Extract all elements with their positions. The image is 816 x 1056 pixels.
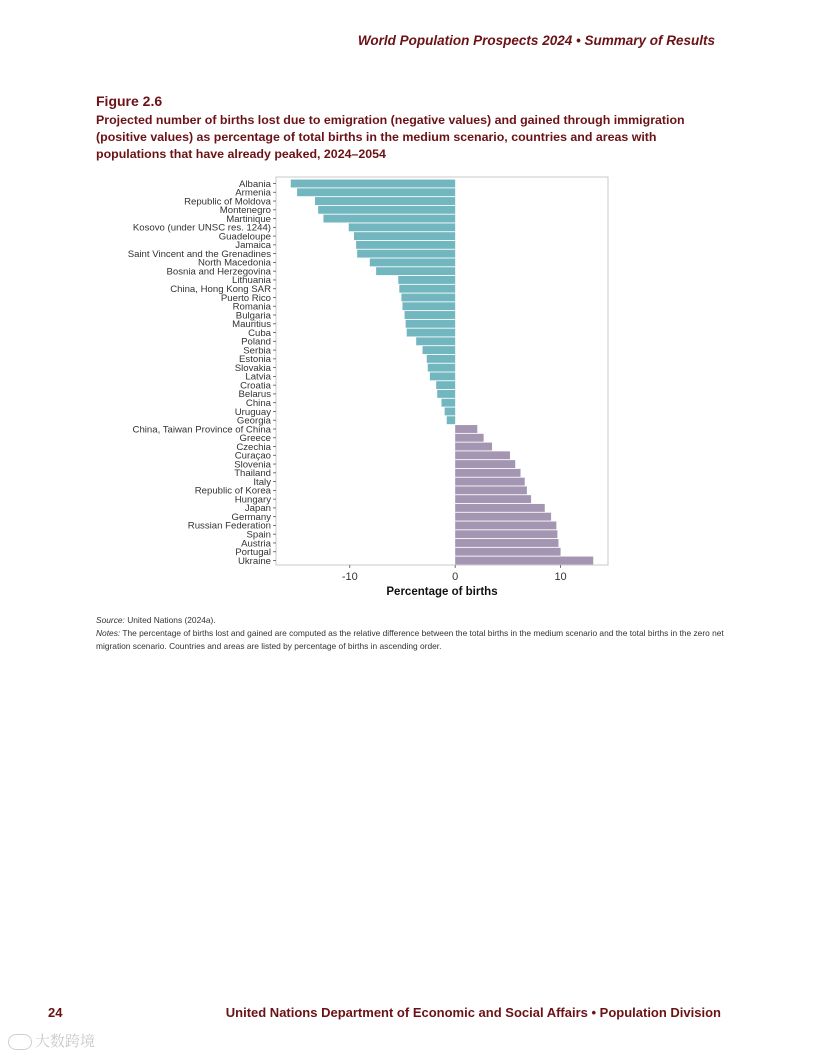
y-tick-label: Greece <box>239 433 271 445</box>
bar <box>455 495 531 503</box>
x-tick-label: 0 <box>452 571 459 583</box>
figure-caption: Projected number of births lost due to emigration (negative values) and gained through immigration (positive values) as percentage of total births in the medium scenario, countries and areas with populations that have already peaked, 2024–2054 <box>96 113 685 161</box>
bar <box>354 232 455 240</box>
y-tick-label: China, Taiwan Province of China <box>132 424 271 436</box>
bar <box>297 188 455 196</box>
y-tick-label: Croatia <box>240 380 271 392</box>
y-tick-label: Puerto Rico <box>220 292 271 304</box>
page-number: 24 <box>48 1005 63 1020</box>
y-tick-label: Lithuania <box>232 275 271 287</box>
y-tick-label: Saint Vincent and the Grenadines <box>127 248 271 260</box>
notes-label: Notes: <box>96 628 121 638</box>
y-tick-label: China, Hong Kong SAR <box>170 284 271 296</box>
bar <box>455 460 515 468</box>
y-tick-label: Romania <box>232 301 271 313</box>
watermark-text: 大数跨境 <box>35 1033 96 1050</box>
y-tick-label: Mauritius <box>232 319 271 331</box>
y-tick-label: Serbia <box>243 345 271 357</box>
source-label: Source: <box>96 615 125 625</box>
source-line <box>96 614 736 627</box>
bar <box>455 504 545 512</box>
y-tick-label: Bulgaria <box>235 310 271 322</box>
y-tick-label: Russian Federation <box>187 520 271 532</box>
y-tick-label: Guadeloupe <box>218 231 271 243</box>
bar <box>323 215 455 223</box>
y-tick-label: Spain <box>246 529 271 541</box>
bar <box>455 425 477 433</box>
x-tick-label: 10 <box>554 571 567 583</box>
bar <box>349 223 455 231</box>
y-tick-label: China <box>245 397 271 409</box>
y-tick-label: Thailand <box>234 468 271 480</box>
y-tick-label: Curaçao <box>234 450 271 462</box>
bar <box>455 530 557 538</box>
bar <box>427 355 455 363</box>
bar <box>357 250 455 258</box>
bar <box>430 372 455 380</box>
y-tick-label: Estonia <box>239 354 271 366</box>
bar <box>455 451 510 459</box>
bar <box>370 258 455 266</box>
y-tick-label: Armenia <box>235 187 271 199</box>
y-tick-label: Republic of Moldova <box>184 196 271 208</box>
y-tick-label: Slovakia <box>234 362 271 374</box>
y-tick-label: Poland <box>241 336 271 348</box>
y-tick-label: Japan <box>244 503 271 515</box>
y-tick-label: Jamaica <box>235 240 271 252</box>
bar <box>455 443 492 451</box>
bar <box>398 276 455 284</box>
y-tick-label: Czechia <box>236 441 271 453</box>
bar <box>436 381 455 389</box>
bar <box>455 434 483 442</box>
y-tick-label: Albania <box>238 178 271 190</box>
bar <box>455 486 527 494</box>
bar <box>455 539 558 547</box>
bar <box>402 302 455 310</box>
y-tick-label: Italy <box>253 476 271 488</box>
notes-text: The percentage of births lost and gained are computed as the relative difference between the total births in the medium scenario and the total births in the zero net migration scenario. Countries and areas are listed by percentage of births in ascending order. <box>96 628 724 651</box>
bar <box>455 469 520 477</box>
y-tick-label: Hungary <box>234 494 271 506</box>
notes-line <box>96 627 736 653</box>
x-axis-label: Percentage of births <box>386 586 498 598</box>
figure-label: Figure 2.6 <box>96 93 163 109</box>
y-tick-label: Belarus <box>238 389 271 401</box>
bar <box>441 399 455 407</box>
y-tick-label: Germany <box>231 511 271 523</box>
y-tick-label: Georgia <box>236 415 271 427</box>
watermark-logo-icon <box>8 1034 32 1050</box>
y-tick-label: Cuba <box>248 327 271 339</box>
bar <box>437 390 455 398</box>
y-tick-label: Slovenia <box>234 459 271 471</box>
y-tick-label: Montenegro <box>219 205 271 217</box>
bar <box>406 320 456 328</box>
y-tick-label: Uruguay <box>234 406 271 418</box>
footer-text: United Nations Department of Economic and Social Affairs • Population Division <box>225 1005 721 1020</box>
bar-chart <box>0 170 816 610</box>
bar <box>318 206 455 214</box>
bar <box>376 267 455 275</box>
y-tick-label: North Macedonia <box>197 257 271 269</box>
bar <box>455 478 525 486</box>
running-header-title: World Population Prospects 2024 • Summary of Results <box>357 33 715 48</box>
y-tick-label: Bosnia and Herzegovina <box>166 266 271 278</box>
bar <box>455 521 556 529</box>
y-tick-label: Ukraine <box>237 555 271 567</box>
y-tick-label: Martinique <box>226 213 271 225</box>
bar <box>416 337 455 345</box>
bar <box>315 197 455 205</box>
y-tick-label: Austria <box>241 538 271 550</box>
bar <box>356 241 455 249</box>
source-text: United Nations (2024a). <box>124 615 216 625</box>
y-tick-label: Kosovo (under UNSC res. 1244) <box>132 222 271 234</box>
bar <box>291 180 455 188</box>
bar <box>447 416 455 424</box>
bar <box>445 408 456 416</box>
bar <box>407 329 455 337</box>
y-tick-label: Portugal <box>235 547 271 559</box>
bar <box>455 513 551 521</box>
bar <box>455 548 560 556</box>
watermark <box>8 1030 95 1051</box>
y-tick-label: Republic of Korea <box>194 485 271 497</box>
figure-notes <box>96 614 736 653</box>
bar <box>401 294 455 302</box>
bar <box>405 311 456 319</box>
bar <box>423 346 456 354</box>
bar <box>455 557 593 565</box>
bar <box>399 285 455 293</box>
y-tick-label: Latvia <box>245 371 271 383</box>
bar <box>428 364 455 372</box>
x-tick-label: -10 <box>341 571 358 583</box>
